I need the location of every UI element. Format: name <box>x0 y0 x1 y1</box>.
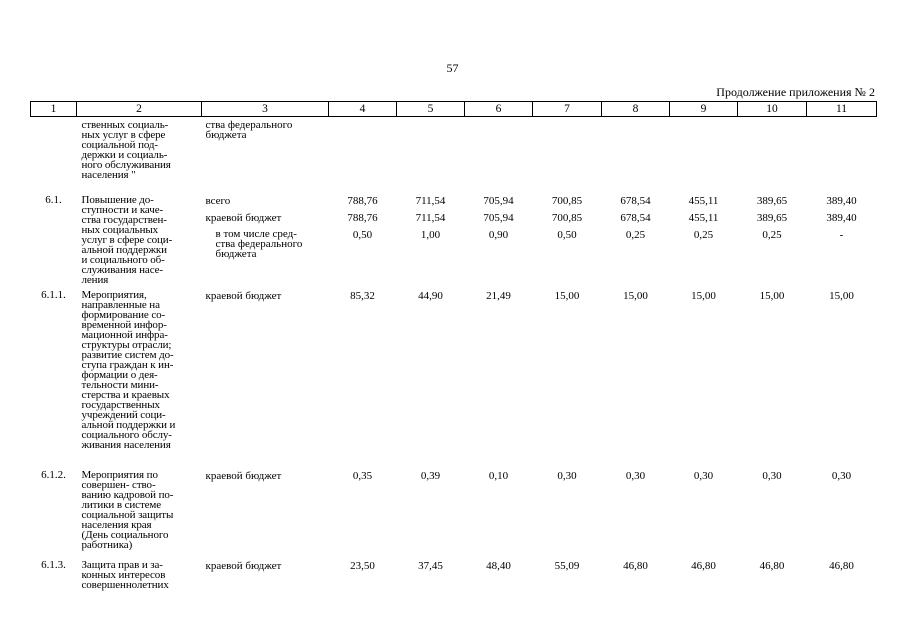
value-cell <box>738 285 807 465</box>
value: 389,65 <box>756 212 788 224</box>
value: 0,25 <box>625 229 646 241</box>
measure-name <box>77 190 202 285</box>
value-cell <box>807 285 877 465</box>
value: 23,50 <box>350 560 375 572</box>
value: 55,09 <box>554 560 580 572</box>
value: 0,90 <box>488 229 509 241</box>
value: 44,90 <box>418 290 443 302</box>
value: - <box>839 229 844 241</box>
appendix-continuation-note: Продолжение приложения № 2 <box>716 85 875 99</box>
value-cell <box>329 465 397 555</box>
value: 389,40 <box>826 212 857 224</box>
value: 15,00 <box>691 290 716 302</box>
budget-table <box>30 101 877 590</box>
value-cell <box>738 555 807 590</box>
value-cell <box>602 285 670 465</box>
value: 15,00 <box>759 290 785 302</box>
value-cell <box>397 465 465 555</box>
value: 700,85 <box>551 195 583 207</box>
value: 0,30 <box>693 470 714 482</box>
table-row <box>31 465 877 555</box>
value: 700,85 <box>551 212 583 224</box>
value: 0,30 <box>831 470 852 482</box>
table-row <box>31 190 877 285</box>
row-number: 6.1. <box>45 194 62 206</box>
value-cell <box>670 555 738 590</box>
row-number <box>31 117 77 191</box>
measure-name <box>77 117 202 191</box>
funding-source-text: в том числе сред- ства федерального бюджета <box>215 228 303 260</box>
value: 46,80 <box>759 560 785 572</box>
value: 0,30 <box>557 470 577 482</box>
funding-source-text: краевой бюджет <box>205 212 282 224</box>
value-cell <box>602 117 670 191</box>
value: 46,80 <box>829 560 854 572</box>
value-cell <box>807 117 877 191</box>
value: 788,76 <box>347 195 378 207</box>
header-cell: 10 <box>738 102 807 117</box>
value-cell <box>465 190 533 285</box>
row-number: 6.1.3. <box>41 559 66 571</box>
value: 21,49 <box>486 290 511 302</box>
value-cell <box>602 190 670 285</box>
header-cell: 9 <box>670 102 738 117</box>
value-cell <box>533 465 602 555</box>
value: 15,00 <box>623 290 648 302</box>
value: 678,54 <box>620 212 651 224</box>
value: 705,94 <box>483 212 514 224</box>
row-number: 6.1.1. <box>41 289 66 301</box>
value: 0,30 <box>625 470 646 482</box>
funding-source-text: краевой бюджет <box>205 560 282 572</box>
funding-source <box>202 465 329 555</box>
measure-name <box>77 465 202 555</box>
value-cell <box>807 465 877 555</box>
table-row <box>31 555 877 590</box>
value-cell <box>329 285 397 465</box>
header-cell: 6 <box>465 102 533 117</box>
value-cell <box>465 555 533 590</box>
value-cell <box>533 285 602 465</box>
value-cell <box>465 465 533 555</box>
value-cell <box>397 285 465 465</box>
value-cell <box>602 465 670 555</box>
header-cell: 1 <box>31 102 77 117</box>
funding-source-text: ства федерального бюджета <box>205 119 293 141</box>
value: 37,45 <box>418 560 443 572</box>
value-cell <box>670 117 738 191</box>
value: 46,80 <box>623 560 648 572</box>
value: 0,10 <box>488 470 509 482</box>
value-cell <box>397 117 465 191</box>
measure-name-text: ственных социаль- ных услуг в сфере социальной под- держки и социаль- ного обслуживания населения " <box>81 119 171 181</box>
value: 15,00 <box>554 290 580 302</box>
value-cell <box>329 555 397 590</box>
value: 0,25 <box>693 229 714 241</box>
value: 46,80 <box>691 560 716 572</box>
header-cell: 8 <box>602 102 670 117</box>
value-cell <box>533 117 602 191</box>
value-cell <box>533 555 602 590</box>
header-cell: 11 <box>807 102 877 117</box>
measure-name-text: Мероприятия по совершен- ство- ванию кадровой по- литики в системе социальной защиты населения края (День социального работника) <box>81 469 174 551</box>
value: 85,32 <box>350 290 375 302</box>
value-cell <box>329 190 397 285</box>
value: 0,50 <box>352 229 373 241</box>
value-cell <box>807 555 877 590</box>
value: 678,54 <box>620 195 651 207</box>
value-cell <box>670 285 738 465</box>
header-cell: 5 <box>397 102 465 117</box>
value: 705,94 <box>483 195 514 207</box>
value: 389,40 <box>826 195 857 207</box>
value-cell <box>465 117 533 191</box>
value-cell <box>602 555 670 590</box>
funding-source <box>202 117 329 191</box>
value: 0,50 <box>557 229 577 241</box>
value-cell <box>738 190 807 285</box>
measure-name-text: Мероприятия, направленные на формирование со- временной инфор- мационной инфра- структуры отрасли; развитие систем до- ступа граждан к ин- формации о дея- тельности мини- стерства и краевых государственных учреждений соци- альной поддержки и социального обслу- живания населения <box>81 289 176 451</box>
value: 455,11 <box>688 195 719 207</box>
page-number: 57 <box>446 61 459 75</box>
column-number-header <box>31 102 877 117</box>
value: 1,00 <box>420 229 441 241</box>
value: 0,30 <box>762 470 782 482</box>
funding-source <box>202 190 329 285</box>
value-cell <box>465 285 533 465</box>
value: 711,54 <box>415 212 446 224</box>
header-cell: 4 <box>329 102 397 117</box>
value-cell <box>397 190 465 285</box>
value: 389,65 <box>756 195 788 207</box>
value-cell <box>670 190 738 285</box>
measure-name <box>77 285 202 465</box>
header-cell: 2 <box>77 102 202 117</box>
value: 788,76 <box>347 212 378 224</box>
funding-source-text: краевой бюджет <box>205 470 282 482</box>
value: 711,54 <box>415 195 446 207</box>
value-cell <box>807 190 877 285</box>
value-cell <box>533 190 602 285</box>
value: 455,11 <box>688 212 719 224</box>
measure-name-text: Повышение до- ступности и каче- ства государствен- ных социальных услуг в сфере соци- альной поддержки и социального об- служивания насе- ления <box>81 194 173 286</box>
table-row <box>31 117 877 191</box>
value: 48,40 <box>486 560 511 572</box>
value-cell <box>397 555 465 590</box>
funding-source <box>202 555 329 590</box>
table-row <box>31 285 877 465</box>
value-cell <box>329 117 397 191</box>
funding-source-text: краевой бюджет <box>205 290 282 302</box>
value: 0,39 <box>420 470 441 482</box>
value: 0,25 <box>762 229 782 241</box>
value-cell <box>670 465 738 555</box>
header-cell: 3 <box>202 102 329 117</box>
funding-source-text: всего <box>205 195 231 207</box>
value-cell <box>738 117 807 191</box>
value: 0,35 <box>352 470 373 482</box>
value-cell <box>738 465 807 555</box>
measure-name <box>77 555 202 590</box>
funding-source <box>202 285 329 465</box>
value: 15,00 <box>829 290 854 302</box>
header-cell: 7 <box>533 102 602 117</box>
measure-name-text: Защита прав и за- конных интересов совершеннолетних <box>81 559 169 591</box>
row-number: 6.1.2. <box>41 469 66 481</box>
